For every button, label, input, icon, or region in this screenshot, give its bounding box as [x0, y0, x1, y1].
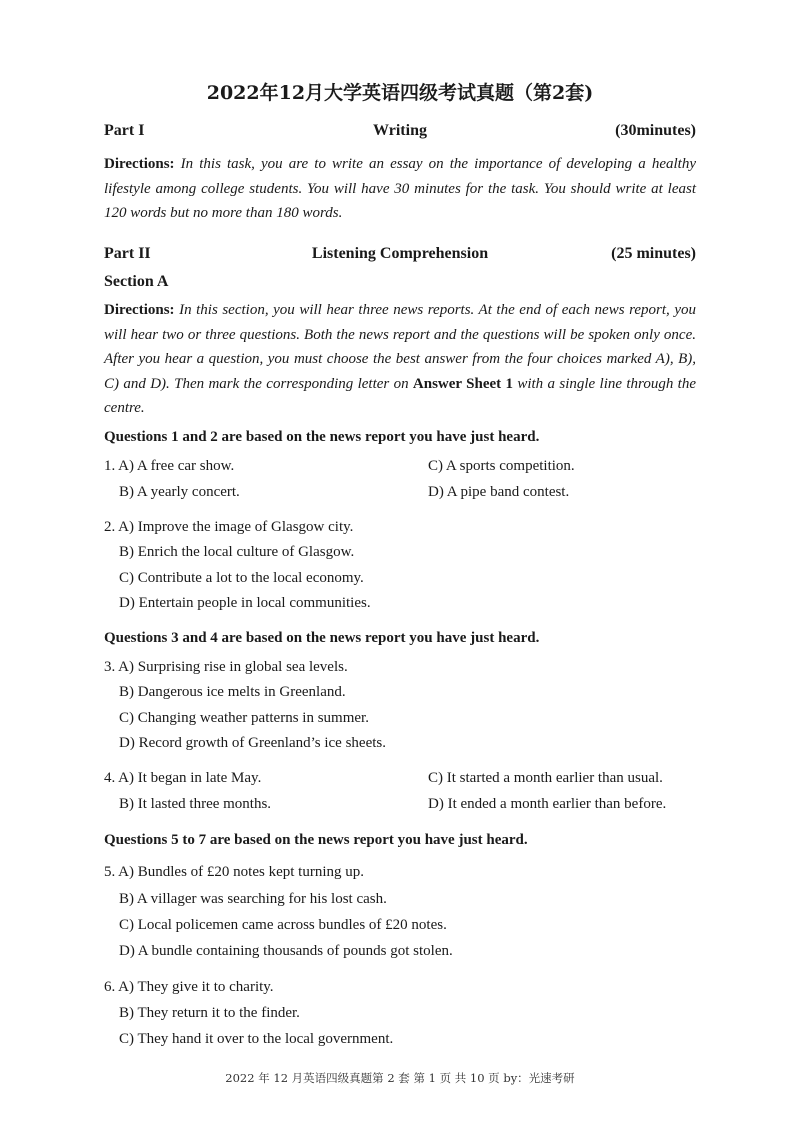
- q1-option-a: 1. A) A free car show.: [104, 458, 235, 474]
- part1-label: Part I: [104, 122, 145, 139]
- q4-option-a: 4. A) It began in late May.: [104, 770, 262, 786]
- q3-option-c: C) Changing weather patterns in summer.: [119, 710, 369, 726]
- part1-directions: [104, 152, 696, 226]
- part1-directions-text: In this task, you are to write an essay on the importance of developing a healthy lifestyle among college students. You will have 30 minutes for the task. You should write at least 120 words but no more than 180 words.: [104, 156, 696, 221]
- q2-option-a: 2. A) Improve the image of Glasgow city.: [104, 519, 354, 535]
- part2-directions-text-2: with a single line through the centre.: [104, 375, 696, 416]
- q2-option-b: B) Enrich the local culture of Glasgow.: [119, 544, 355, 560]
- q4-option-c: C) It started a month earlier than usual.: [428, 770, 663, 786]
- q3-option-b: B) Dangerous ice melts in Greenland.: [119, 684, 346, 700]
- group-heading: Questions 1 and 2 are based on the news report you have just heard.: [104, 429, 540, 445]
- part2-directions: [104, 298, 696, 421]
- q1-option-d: D) A pipe band contest.: [428, 484, 570, 500]
- q6-option-b: B) They return it to the finder.: [119, 1005, 300, 1021]
- q4-option-b: B) It lasted three months.: [119, 796, 272, 812]
- section-a-heading: Section A: [104, 273, 169, 290]
- group-heading: Questions 3 and 4 are based on the news report you have just heard.: [104, 630, 540, 646]
- q1-option-b: B) A yearly concert.: [119, 484, 240, 500]
- q5-option-a: 5. A) Bundles of £20 notes kept turning up.: [104, 864, 364, 880]
- part1-directions-label: Directions:: [104, 156, 175, 172]
- q1-option-c: C) A sports competition.: [428, 458, 575, 474]
- q4-option-d: D) It ended a month earlier than before.: [428, 796, 667, 812]
- q3-option-d: D) Record growth of Greenland’s ice sheets.: [119, 735, 386, 751]
- part2-directions-label: Directions:: [104, 302, 175, 318]
- part2-directions-text-1: In this section, you will hear three news reports. At the end of each news report, you will hear two or three questions. Both the news report and the questions will be spoken only once. After you hear a question, you must choose the best answer from the four choices marked A), B), C) and D). Then mark the corresponding letter on: [104, 302, 696, 392]
- q2-option-c: C) Contribute a lot to the local economy.: [119, 570, 364, 586]
- part1-time: (30minutes): [615, 122, 696, 139]
- q2-option-d: D) Entertain people in local communities.: [119, 595, 371, 611]
- q5-option-b: B) A villager was searching for his lost cash.: [119, 891, 387, 907]
- q3-option-a: 3. A) Surprising rise in global sea levels.: [104, 659, 348, 675]
- q5-option-c: C) Local policemen came across bundles of £20 notes.: [119, 917, 447, 933]
- part1-name: Writing: [373, 122, 427, 139]
- part2-time: (25 minutes): [611, 245, 696, 262]
- q6-option-a: 6. A) They give it to charity.: [104, 979, 274, 995]
- part2-name: Listening Comprehension: [311, 245, 489, 262]
- q5-option-d: D) A bundle containing thousands of pounds got stolen.: [119, 943, 453, 959]
- page-title: 2022年12月大学英语四级考试真题（第2套): [206, 82, 594, 104]
- group-heading: Questions 5 to 7 are based on the news report you have just heard.: [104, 832, 528, 848]
- answer-sheet-ref: Answer Sheet 1: [412, 375, 513, 392]
- q6-option-c: C) They hand it over to the local government.: [119, 1031, 394, 1047]
- part2-label: Part II: [104, 245, 151, 262]
- page-footer: 2022 年 12 月英语四级真题第 2 套 第 1 页 共 10 页 by：光速考研: [225, 1071, 575, 1085]
